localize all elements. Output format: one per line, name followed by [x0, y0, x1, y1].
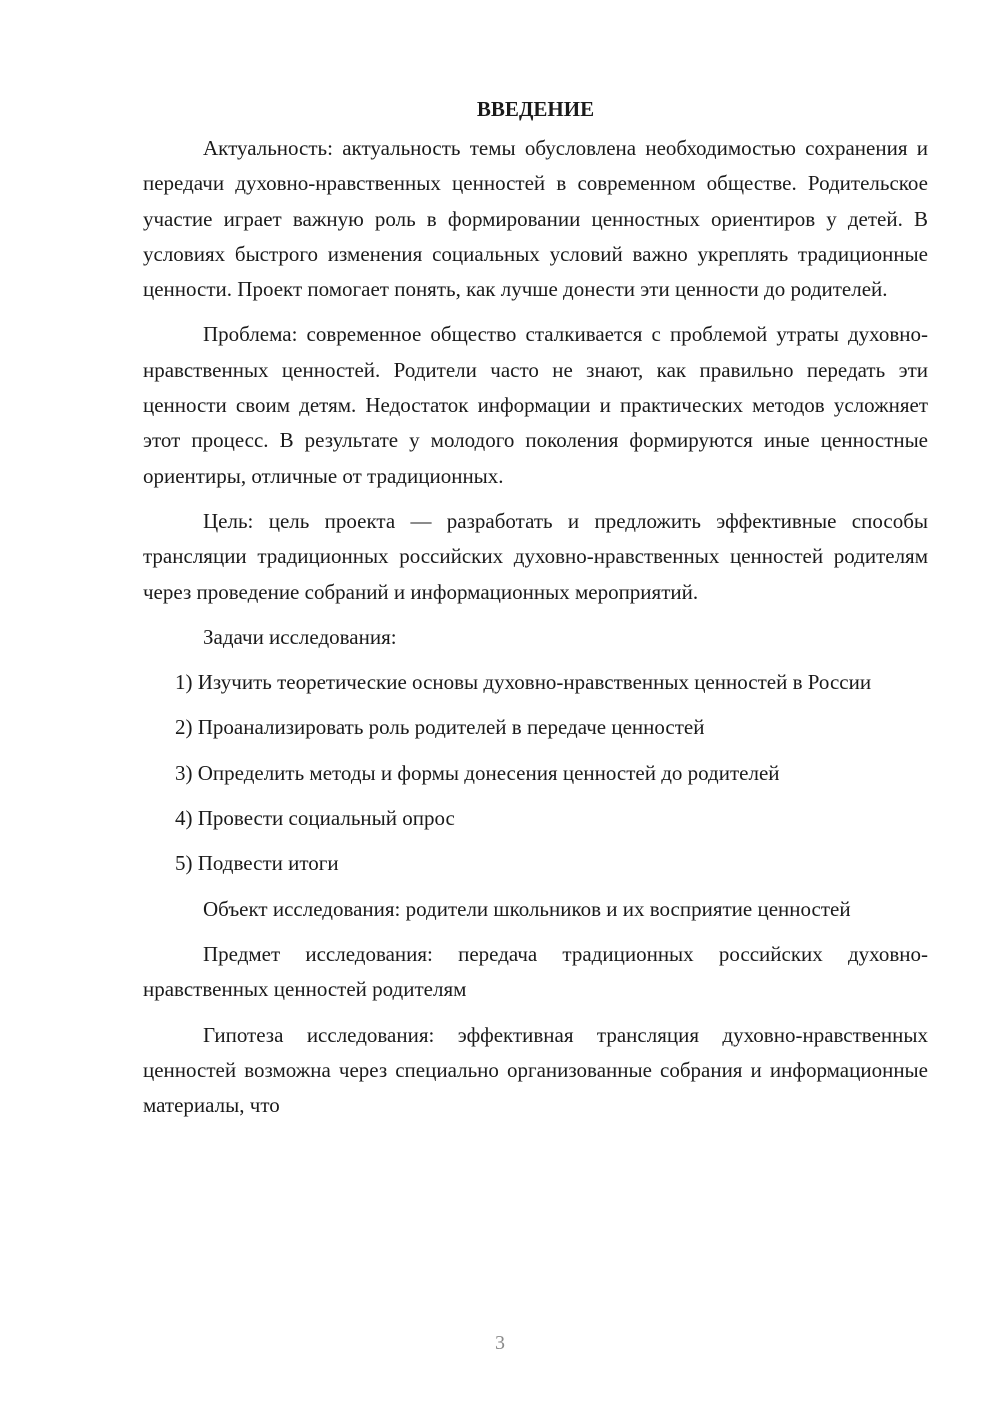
task-item-2: 2) Проанализировать роль родителей в передаче ценностей: [175, 715, 705, 740]
paragraph-hypothesis: Гипотеза исследования: эффективная трансляция духовно-нравственных ценностей возможна через специально организованные собрания и информационные материалы, что: [143, 1022, 928, 1118]
paragraph-subject: Предмет исследования: передача традиционных российских духовно-нравственных ценностей родителям: [143, 941, 928, 1002]
document-page: [143, 92, 928, 1123]
paragraph-goal: Цель: цель проекта — разработать и предложить эффективные способы трансляции традиционных российских духовно-нравственных ценностей родителям через проведение собраний и информационных мероприятий.: [143, 508, 928, 604]
task-item-4: 4) Провести социальный опрос: [175, 806, 455, 831]
task-item-3: 3) Определить методы и формы донесения ценностей до родителей: [175, 760, 780, 785]
page-number: 3: [495, 1332, 505, 1354]
task-item-1: 1) Изучить теоретические основы духовно-нравственных ценностей в России: [175, 670, 872, 695]
paragraph-tasks-heading: Задачи исследования:: [203, 624, 397, 649]
paragraph-object: Объект исследования: родители школьников и их восприятие ценностей: [203, 896, 851, 921]
section-title: ВВЕДЕНИЕ: [476, 97, 595, 121]
paragraph-problem: Проблема: современное общество сталкивается с проблемой утраты духовно-нравственных ценностей. Родители часто не знают, как правильно передать эти ценности своим детям. Недостаток информации и практических методов усложняет этот процесс. В результате у молодого поколения формируются иные ценностные ориентиры, отличные от традиционных.: [143, 322, 928, 488]
paragraph-relevance: Актуальность: актуальность темы обусловлена необходимостью сохранения и передачи духовно-нравственных ценностей в современном обществе. Родительское участие играет важную роль в формировании ценностных ориентиров у детей. В условиях быстрого изменения социальных условий важно укреплять традиционные ценности. Проект помогает понять, как лучше донести эти ценности до родителей.: [143, 136, 928, 302]
task-item-5: 5) Подвести итоги: [175, 851, 339, 876]
